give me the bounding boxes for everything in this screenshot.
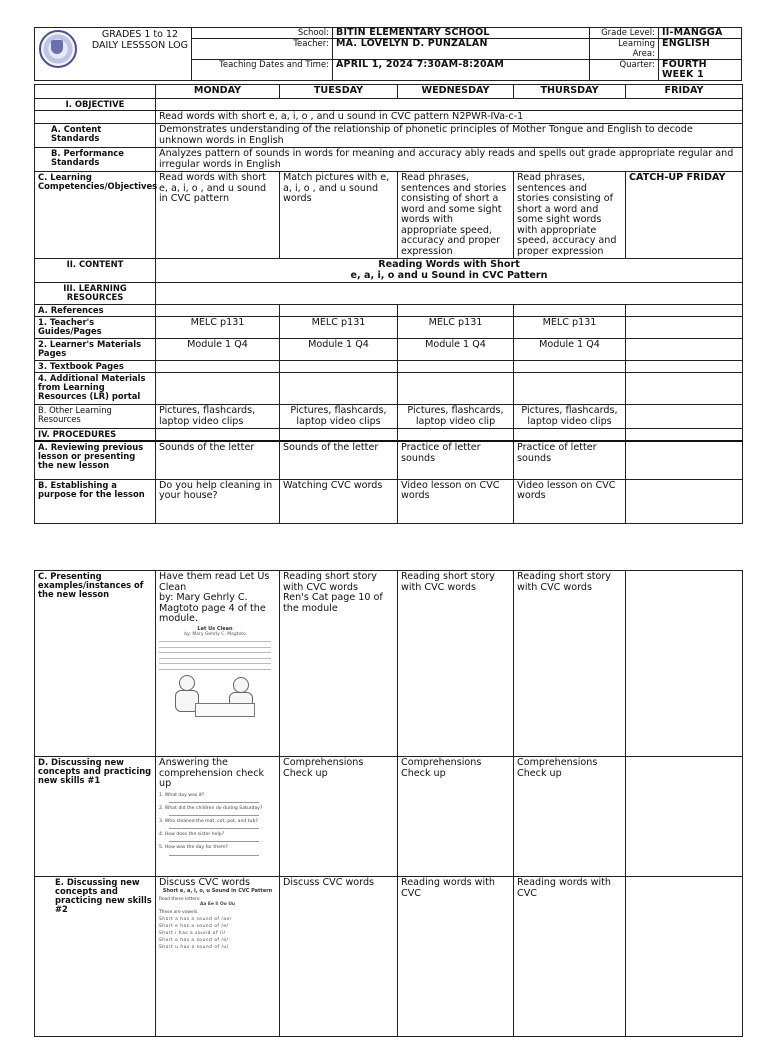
learners-materials-wednesday: Module 1 Q4 — [398, 339, 514, 361]
day-tuesday: TUESDAY — [280, 85, 398, 99]
content-heading: II. CONTENT — [35, 259, 156, 283]
purpose-label: B. Establishing a purpose for the lesson — [35, 479, 156, 523]
reviewing-wednesday: Practice of letter sounds — [398, 441, 514, 479]
day-friday: FRIDAY — [626, 85, 743, 99]
learners-materials-tuesday: Module 1 Q4 — [280, 339, 398, 361]
reviewing-monday: Sounds of the letter — [156, 441, 280, 479]
discussing2-tuesday: Discuss CVC words — [280, 877, 398, 1037]
content-title — [156, 259, 743, 283]
reviewing-tuesday: Sounds of the letter — [280, 441, 398, 479]
reviewing-label: A. Reviewing previous lesson or presenting the new lesson — [35, 441, 156, 479]
learners-materials-monday: Module 1 Q4 — [156, 339, 280, 361]
day-thursday: THURSDAY — [514, 85, 626, 99]
quarter-label: Quarter: — [590, 60, 659, 81]
question-5: 5. How was the day for them? — [159, 845, 276, 855]
textbook-label: 3. Textbook Pages — [35, 361, 156, 373]
grade-level-value: II-MANGGA — [659, 28, 742, 39]
other-resources-wednesday: Pictures, flashcards, laptop video clip — [398, 405, 514, 429]
presenting-monday-text: Have them read Let Us Clean by: Mary Gehrly C. Magtoto page 4 of the module. — [159, 571, 270, 624]
school-label: School: — [192, 28, 333, 39]
thumb-title: Let Us Clean — [197, 625, 233, 632]
resources-heading: III. LEARNING RESOURCES — [35, 283, 156, 305]
objective-text: Read words with short e, a, i, o , and u sound in CVC pattern N2PWR-IVa-c-1 — [156, 110, 743, 124]
lesson-log-table-page2 — [34, 570, 743, 1037]
discussing1-wednesday: Comprehensions Check up — [398, 757, 514, 877]
teacher-value: MA. LOVELYN D. PUNZALAN — [333, 39, 590, 60]
purpose-tuesday: Watching CVC words — [280, 479, 398, 523]
cvc-pattern-thumbnail: Short e, a, i, o, u Sound in CVC Pattern Read these letters: Aa Ee Ii Oo Uu These are vowels. Short a has a sound of /ae/ Short e has a sound of /e/ Short i has a sound of /i/ Short o has a sound of /o/ Short u has a sound of /u/ — [159, 889, 276, 950]
question-1: 1. What day was it? — [159, 793, 276, 803]
content-title-line1: Reading Words with Short — [378, 259, 520, 270]
teachers-guides-tuesday: MELC p131 — [280, 317, 398, 339]
learning-area-value: ENGLISH — [659, 39, 742, 60]
discussing1-thursday: Comprehensions Check up — [514, 757, 626, 877]
header-table — [34, 27, 742, 81]
purpose-thursday: Video lesson on CVC words — [514, 479, 626, 523]
presenting-label: C. Presenting examples/instances of the new lesson — [35, 571, 156, 757]
day-monday: MONDAY — [156, 85, 280, 99]
cvc-thumb-title: Short e, a, i, o, u Sound in CVC Pattern — [162, 887, 273, 894]
other-resources-label: B. Other Learning Resources — [35, 405, 156, 429]
other-resources-thursday: Pictures, flashcards, laptop video clips — [514, 405, 626, 429]
discussing2-label: E. Discussing new concepts and practicing new skills #2 — [35, 877, 156, 1037]
discussing1-label: D. Discussing new concepts and practicing new skills #1 — [35, 757, 156, 877]
presenting-thursday: Reading short story with CVC words — [514, 571, 626, 757]
competencies-tuesday: Match pictures with e, a, i, o , and u sound words — [280, 172, 398, 259]
dates-value: APRIL 1, 2024 7:30AM-8:20AM — [333, 60, 590, 81]
discussing2-monday — [156, 877, 280, 1037]
discussing2-wednesday: Reading words with CVC — [398, 877, 514, 1037]
content-title-line2: e, a, i, o and u Sound in CVC Pattern — [350, 269, 548, 281]
discussing1-tuesday: Comprehensions Check up — [280, 757, 398, 877]
let-us-clean-thumbnail — [159, 627, 271, 723]
teachers-guides-label: 1. Teacher's Guides/Pages — [35, 317, 156, 339]
learning-area-label: Learning Area: — [590, 39, 659, 60]
purpose-wednesday: Video lesson on CVC words — [398, 479, 514, 523]
corner-cell — [35, 85, 156, 99]
question-3: 3. Who cleaned the mat, cot, pot, and tub? — [159, 819, 276, 829]
procedures-heading: IV. PROCEDURES — [35, 429, 156, 442]
discussing1-monday — [156, 757, 280, 877]
question-2: 2. What did the children do during Saturday? — [159, 806, 276, 816]
content-standards-label: A. Content Standards — [35, 124, 156, 148]
competencies-monday: Read words with short e, a, i, o , and u sound in CVC pattern — [156, 172, 280, 259]
performance-standards-text: Analyzes pattern of sounds in words for meaning and accuracy ably reads and spells out grade appropriate regular and irregular words in English — [156, 148, 743, 172]
dates-label: Teaching Dates and Time: — [192, 60, 333, 81]
log-title: DAILY LESSSON LOG — [91, 40, 188, 51]
teachers-guides-thursday: MELC p131 — [514, 317, 626, 339]
objective-heading: I. OBJECTIVE — [35, 98, 156, 110]
learners-materials-thursday: Module 1 Q4 — [514, 339, 626, 361]
teachers-guides-monday: MELC p131 — [156, 317, 280, 339]
purpose-monday: Do you help cleaning in your house? — [156, 479, 280, 523]
deped-seal-icon — [39, 30, 77, 68]
deped-seal-cell — [35, 28, 192, 81]
thumb-byline: by: Mary Gehrly C. Magtoto — [184, 631, 246, 637]
discussing2-monday-text: Discuss CVC words — [159, 877, 251, 888]
discussing1-monday-text: Answering the comprehension check up — [159, 757, 265, 789]
objective-label-empty — [35, 110, 156, 124]
reviewing-thursday: Practice of letter sounds — [514, 441, 626, 479]
content-standards-text: Demonstrates understanding of the relationship of phonetic principles of Mother Tongue and English to decode unknown words in English — [156, 124, 743, 148]
other-resources-monday: Pictures, flashcards, laptop video clips — [156, 405, 280, 429]
competencies-label: C. Learning Competencies/Objectives — [35, 172, 156, 259]
performance-standards-label: B. Performance Standards — [35, 148, 156, 172]
resources-spacer — [156, 283, 743, 305]
competencies-thursday: Read phrases, sentences and stories consisting of short a word and some sight words with appropriate speed, accuracy and proper expression — [514, 172, 626, 259]
teacher-label: Teacher: — [192, 39, 333, 60]
discussing2-thursday: Reading words with CVC — [514, 877, 626, 1037]
grade-level-label: Grade Level: — [590, 28, 659, 39]
presenting-monday — [156, 571, 280, 757]
references-label: A. References — [35, 305, 156, 317]
day-wednesday: WEDNESDAY — [398, 85, 514, 99]
other-resources-tuesday: Pictures, flashcards, laptop video clips — [280, 405, 398, 429]
objective-spacer — [156, 98, 743, 110]
presenting-tuesday: Reading short story with CVC words Ren's Cat page 10 of the module — [280, 571, 398, 757]
competencies-friday: CATCH-UP FRIDAY — [626, 172, 743, 259]
teachers-guides-wednesday: MELC p131 — [398, 317, 514, 339]
grades-label: GRADES 1 to 12 — [101, 29, 179, 40]
presenting-wednesday: Reading short story with CVC words — [398, 571, 514, 757]
quarter-value: FOURTH WEEK 1 — [659, 60, 742, 81]
school-value: BITIN ELEMENTARY SCHOOL — [333, 28, 590, 39]
lesson-log-table — [34, 84, 743, 524]
children-cleaning-illustration — [165, 673, 265, 723]
question-4: 4. How does the sister help? — [159, 832, 276, 842]
learners-materials-label: 2. Learner's Materials Pages — [35, 339, 156, 361]
competencies-wednesday: Read phrases, sentences and stories consisting of short a word and some sight words with appropriate speed, accuracy and proper expression — [398, 172, 514, 259]
additional-materials-label: 4. Additional Materials from Learning Resources (LR) portal — [35, 373, 156, 405]
